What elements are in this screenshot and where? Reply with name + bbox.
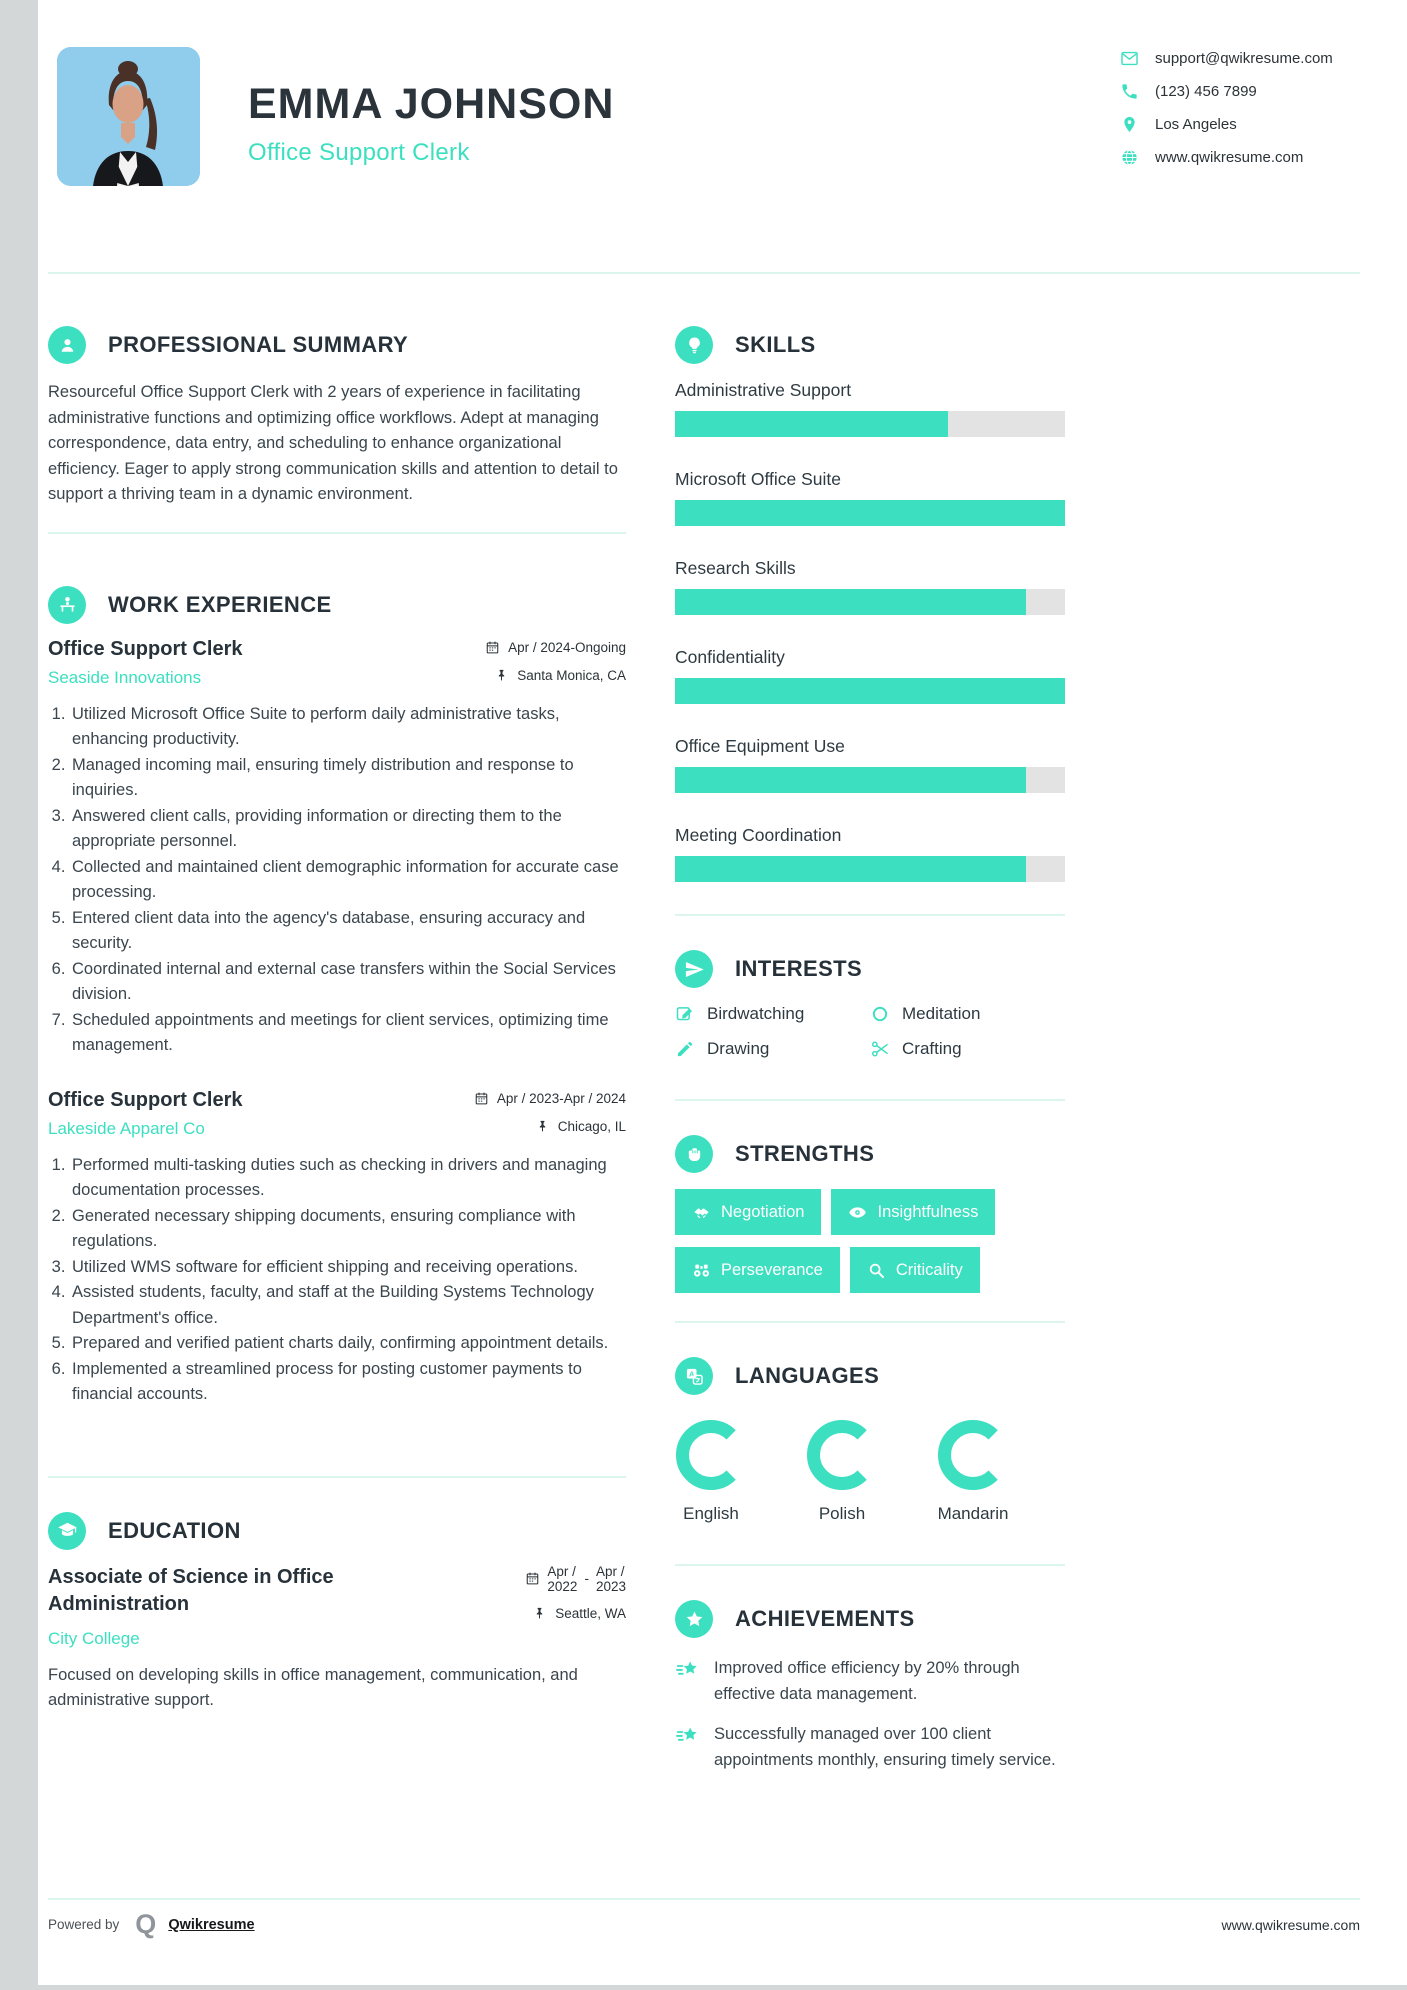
skill-bar	[675, 856, 1065, 882]
interests-grid	[675, 1004, 1065, 1059]
shooting-star-icon	[675, 1657, 701, 1683]
shooting-star-icon	[675, 1723, 701, 1749]
language-item	[806, 1419, 878, 1524]
skill-bar	[675, 767, 1065, 793]
skill-name: Meeting Coordination	[675, 825, 842, 845]
powered-by-text: Powered by	[48, 1917, 120, 1932]
strength-badge-criticality	[850, 1247, 980, 1293]
job-entry	[48, 638, 626, 1059]
header	[48, 47, 1360, 186]
education-heading: EDUCATION	[108, 1517, 241, 1543]
job-bullet-list	[48, 702, 626, 1059]
job-bullet: 3. Answered client calls, providing information or directing them to the appropriate personnel.	[70, 804, 626, 855]
job-location-text: Chicago, IL	[557, 1118, 626, 1134]
skill-bar	[675, 500, 1065, 526]
achievements-list	[675, 1656, 1065, 1773]
section-achievements	[675, 1600, 1065, 1773]
interest-label: Crafting	[902, 1039, 962, 1058]
circle-icon	[870, 1004, 890, 1024]
job-bullet: 4. Collected and maintained client demographic information for accurate case processing.	[70, 855, 626, 906]
interest-label: Meditation	[902, 1004, 981, 1023]
languages-list	[675, 1419, 1065, 1524]
education-location	[532, 1606, 626, 1621]
skill-name: Administrative Support	[675, 380, 852, 400]
education-description: Focused on developing skills in office management, communication, and administrative support.	[48, 1665, 578, 1709]
contact-location	[1120, 115, 1360, 134]
eye-icon	[848, 1203, 867, 1222]
calendar-icon	[485, 640, 500, 655]
graduation-cap-icon	[48, 1512, 86, 1550]
job-date	[474, 1091, 626, 1106]
interest-item	[870, 1039, 1065, 1059]
education-date-end: Apr / 2023	[595, 1563, 626, 1594]
strength-badge-perseverance	[675, 1247, 840, 1293]
divider	[675, 1099, 1065, 1101]
page-left-margin	[0, 0, 38, 1990]
section-professional-summary	[48, 326, 626, 508]
education-date	[525, 1564, 626, 1594]
job-title: Office Support Clerk	[48, 1088, 243, 1111]
skill-bar-fill	[675, 856, 1026, 882]
job-bullet: 5. Prepared and verified patient charts daily, confirming appointment details.	[70, 1331, 626, 1357]
skill-bar-fill	[675, 500, 1065, 526]
achievement-text: Improved office efficiency by 20% through effective data management.	[714, 1659, 1020, 1703]
skill-item	[675, 736, 1065, 793]
job-bullet: 6. Implemented a streamlined process for posting customer payments to financial accounts.	[70, 1357, 626, 1408]
section-strengths	[675, 1135, 1065, 1293]
footer-divider	[48, 1898, 1360, 1900]
pushpin-icon	[535, 1119, 550, 1134]
interest-item	[675, 1004, 870, 1024]
achievement-text: Successfully managed over 100 client appointments monthly, ensuring timely service.	[714, 1725, 1056, 1769]
user-icon	[48, 326, 86, 364]
fist-icon	[675, 1135, 713, 1173]
skill-item	[675, 558, 1065, 615]
pencil-icon	[675, 1039, 695, 1059]
job-bullet: 7. Scheduled appointments and meetings for client services, optimizing time management.	[70, 1008, 626, 1059]
job-bullet: 4. Assisted students, faculty, and staff at the Building Systems Technology Department's office.	[70, 1280, 626, 1331]
languages-heading: LANGUAGES	[735, 1363, 880, 1388]
contact-phone[interactable]	[1120, 82, 1360, 101]
job-bullet: 6. Coordinated internal and external case transfers within the Social Services division.	[70, 957, 626, 1008]
summary-text: Resourceful Office Support Clerk with 2 years of experience in facilitating administrative functions and optimizing office workflows. Adept at managing correspondence, data entry, and scheduling to enhance organizational efficiency. Eager to apply strong communication skills and attention to detail to support a thriving team in a dynamic environment.	[48, 383, 618, 503]
phone-icon	[1120, 82, 1139, 101]
skill-bar-fill	[675, 678, 1065, 704]
strengths-list	[675, 1189, 1065, 1293]
lightbulb-icon	[675, 326, 713, 364]
divider	[48, 532, 626, 534]
page-bottom-margin	[0, 1985, 1407, 1990]
job-bullet: 1. Performed multi-tasking duties such as checking in drivers and managing documentation processes.	[70, 1153, 626, 1204]
contact-email[interactable]	[1120, 49, 1360, 68]
handshake-icon	[692, 1203, 711, 1222]
person-name: EMMA JOHNSON	[248, 80, 615, 128]
language-label: Mandarin	[937, 1504, 1009, 1523]
skill-name: Research Skills	[675, 558, 796, 578]
skill-bar-fill	[675, 589, 1026, 615]
language-progress-ring	[806, 1419, 878, 1491]
globe-icon	[1120, 148, 1139, 167]
summary-heading: PROFESSIONAL SUMMARY	[108, 332, 409, 357]
language-label: English	[683, 1504, 739, 1523]
interest-label: Birdwatching	[707, 1004, 805, 1023]
education-date-separator: -	[584, 1571, 589, 1586]
strengths-heading: STRENGTHS	[735, 1141, 875, 1166]
strength-label: Perseverance	[721, 1260, 823, 1279]
job-location-text: Santa Monica, CA	[517, 667, 626, 683]
calendar-icon	[474, 1091, 489, 1106]
pushpin-icon	[494, 668, 509, 683]
interest-item	[870, 1004, 1065, 1024]
achievement-item	[675, 1722, 1065, 1773]
experience-heading: WORK EXPERIENCE	[108, 591, 332, 617]
pushpin-icon	[532, 1606, 547, 1621]
binoculars-icon	[692, 1261, 711, 1280]
skill-bar-fill	[675, 767, 1026, 793]
section-interests	[675, 950, 1065, 1059]
star-icon	[675, 1600, 713, 1638]
email-text: support@qwikresume.com	[1155, 50, 1333, 67]
footer	[48, 1898, 1360, 1938]
email-icon	[1120, 49, 1139, 68]
skill-name: Microsoft Office Suite	[675, 469, 841, 489]
avatar-photo-illustration	[57, 47, 200, 186]
job-bullet: 2. Managed incoming mail, ensuring timely distribution and response to inquiries.	[70, 753, 626, 804]
job-location	[535, 1119, 626, 1134]
job-company: Lakeside Apparel Co	[48, 1118, 205, 1138]
phone-text: (123) 456 7899	[1155, 83, 1257, 100]
qwikresume-link[interactable]: Qwikresume	[168, 1916, 255, 1933]
job-date-text: Apr / 2024-Ongoing	[508, 639, 626, 655]
avatar	[57, 47, 200, 186]
job-bullet: 2. Generated necessary shipping documents, ensuring compliance with regulations.	[70, 1204, 626, 1255]
divider	[48, 1476, 626, 1478]
job-bullet: 3. Utilized WMS software for efficient shipping and receiving operations.	[70, 1255, 626, 1281]
strength-badge-insightfulness	[831, 1189, 995, 1235]
achievement-item	[675, 1656, 1065, 1707]
job-date	[485, 640, 626, 655]
skill-name: Office Equipment Use	[675, 736, 845, 756]
footer-website[interactable]: www.qwikresume.com	[1221, 1916, 1360, 1933]
skill-item	[675, 647, 1065, 704]
skill-bar	[675, 589, 1065, 615]
job-title: Office Support Clerk	[48, 637, 243, 660]
interest-item	[675, 1039, 870, 1059]
calendar-icon	[525, 1571, 540, 1586]
school-name: City College	[48, 1628, 140, 1648]
skill-name: Confidentiality	[675, 647, 785, 667]
skill-bar-fill	[675, 411, 948, 437]
person-job-title: Office Support Clerk	[248, 139, 470, 166]
language-label: Polish	[818, 1504, 866, 1523]
location-text: Los Angeles	[1155, 116, 1237, 133]
office-desk-icon	[48, 586, 86, 624]
job-location	[494, 668, 626, 683]
skill-item	[675, 380, 1065, 437]
section-languages	[675, 1357, 1065, 1524]
job-date-text: Apr / 2023-Apr / 2024	[496, 1090, 626, 1106]
location-icon	[1120, 115, 1139, 134]
divider	[675, 914, 1065, 916]
skill-bar	[675, 411, 1065, 437]
job-bullet-list	[48, 1153, 626, 1408]
job-company: Seaside Innovations	[48, 667, 202, 687]
qwikresume-logo: Q	[135, 1909, 157, 1939]
section-work-experience	[48, 586, 626, 1408]
skills-list	[675, 380, 1065, 882]
edit-note-icon	[675, 1004, 695, 1024]
strength-label: Insightfulness	[877, 1202, 979, 1221]
section-skills	[675, 326, 1065, 882]
language-item	[937, 1419, 1009, 1524]
website-text: www.qwikresume.com	[1155, 149, 1304, 166]
interests-heading: INTERESTS	[735, 956, 863, 981]
education-date-start: Apr / 2022	[547, 1563, 578, 1594]
strength-label: Negotiation	[721, 1202, 805, 1221]
skills-heading: SKILLS	[735, 332, 816, 357]
skill-bar	[675, 678, 1065, 704]
job-bullet: 5. Entered client data into the agency's database, ensuring accuracy and security.	[70, 906, 626, 957]
contact-block	[1120, 47, 1360, 181]
language-progress-ring	[675, 1419, 747, 1491]
contact-website[interactable]	[1120, 148, 1360, 167]
language-progress-ring	[937, 1419, 1009, 1491]
job-entry	[48, 1089, 626, 1408]
divider	[675, 1564, 1065, 1566]
interest-label: Drawing	[707, 1039, 770, 1058]
skill-item	[675, 469, 1065, 526]
education-location-text: Seattle, WA	[555, 1605, 626, 1621]
paper-plane-icon	[675, 950, 713, 988]
achievements-heading: ACHIEVEMENTS	[735, 1606, 915, 1631]
strength-badge-negotiation	[675, 1189, 821, 1235]
translate-icon	[675, 1357, 713, 1395]
divider	[675, 1321, 1065, 1323]
strength-label: Criticality	[895, 1260, 963, 1279]
job-bullet: 1. Utilized Microsoft Office Suite to perform daily administrative tasks, enhancing productivity.	[70, 702, 626, 753]
magnifier-icon	[867, 1261, 886, 1280]
section-education	[48, 1512, 626, 1714]
language-item	[675, 1419, 747, 1524]
scissors-icon	[870, 1039, 890, 1059]
skill-item	[675, 825, 1065, 882]
degree-title: Associate of Science in Office Administration	[48, 1565, 334, 1615]
